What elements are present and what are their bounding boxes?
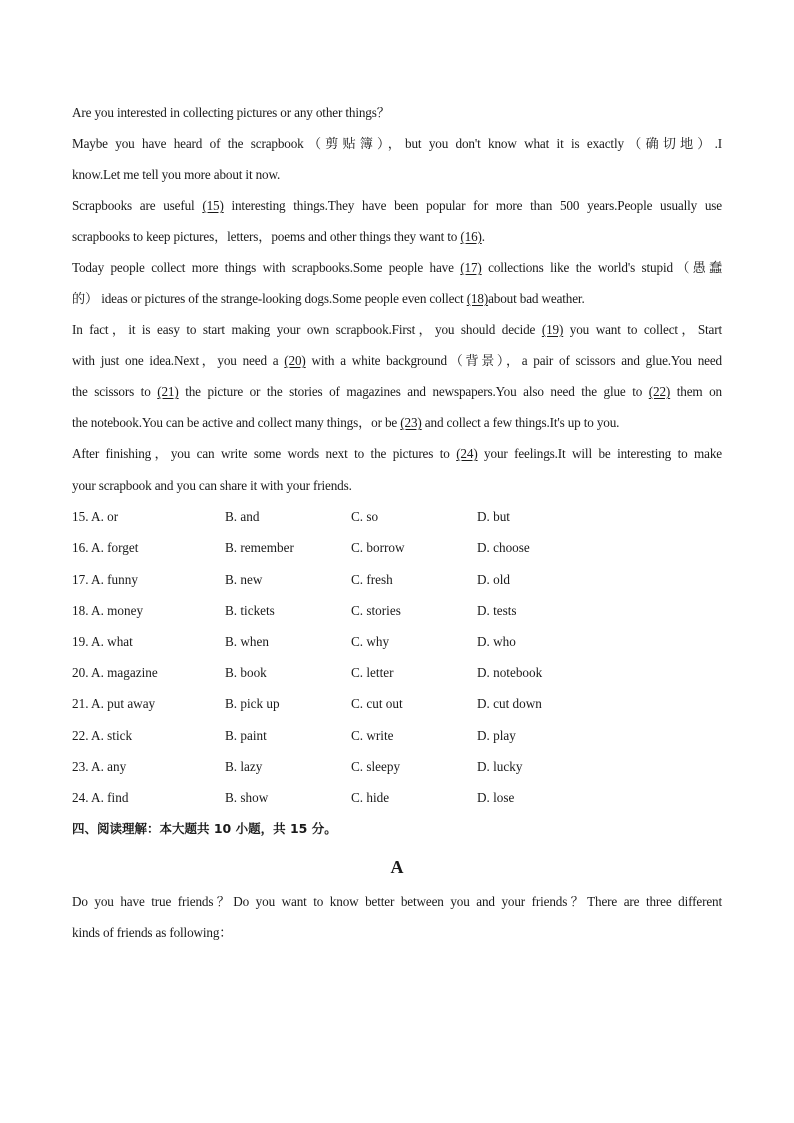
question-row-20 [72, 664, 722, 682]
passage-line-9 [72, 352, 722, 370]
passage-text: In fact，it is easy to start making your own scrapbook.First，you should decide [72, 322, 542, 337]
blank-20: (20) [284, 353, 306, 368]
option-b: B. new [225, 572, 263, 587]
blank-21: (21) [157, 384, 179, 399]
passage-text: collections like the world's stupid（愚蠢 [481, 260, 722, 275]
option-a: 21. A. put away [72, 696, 156, 711]
option-b: B. remember [225, 540, 294, 555]
passage-text: . [481, 229, 485, 244]
option-b: B. when [225, 634, 269, 649]
passage-line-8 [72, 321, 722, 339]
passage-line-2 [72, 135, 722, 153]
passage-line-12 [72, 445, 722, 463]
passage-text: Do you have true friends？Do you want to know better between you and your friends？There are three different [72, 894, 722, 909]
blank-22: (22) [648, 384, 671, 399]
blank-18: (18) [466, 291, 489, 306]
passage-text: the notebook.You can be active and collect many things，or be [72, 415, 401, 430]
option-c: C. stories [351, 603, 401, 618]
option-d: D. notebook [477, 665, 543, 680]
question-row-18 [72, 602, 722, 620]
passage-text: scrapbooks to keep pictures，letters，poems and other things they want to [72, 229, 461, 244]
passage-text: After finishing，you can write some words next to the pictures to [72, 446, 457, 461]
option-d: D. choose [477, 540, 530, 555]
passage-text: Are you interested in collecting pictures or any other things？ [72, 105, 390, 120]
passage-text: with a white background（背景），a pair of scissors and glue.You need [305, 353, 722, 368]
option-a: 19. A. what [72, 634, 133, 649]
passage-text: kinds of friends as following： [72, 925, 233, 940]
passage-text: the scissors to [72, 384, 158, 399]
passage-line-7 [72, 290, 722, 308]
option-a: 16. A. forget [72, 540, 139, 555]
passage-line-6 [72, 259, 722, 277]
option-c: C. why [351, 634, 390, 649]
blank-16: (16) [460, 229, 482, 244]
blank-17: (17) [460, 260, 482, 275]
option-d: D. but [477, 509, 510, 524]
option-d: D. lucky [477, 759, 523, 774]
option-d: D. tests [477, 603, 517, 618]
question-row-16 [72, 539, 722, 557]
option-a: 18. A. money [72, 603, 144, 618]
question-row-19 [72, 633, 722, 651]
option-c: C. cut out [351, 696, 403, 711]
passage-text: the picture or the stories of magazines and newspapers.You also need the glue to [178, 384, 649, 399]
passage-line-11 [72, 414, 722, 432]
option-c: C. fresh [351, 572, 393, 587]
blank-15: (15) [202, 198, 224, 213]
passage-a-line-1 [72, 893, 722, 911]
passage-text: Today people collect more things with scrapbooks.Some people have [72, 260, 461, 275]
passage-text: Maybe you have heard of the scrapbook（剪贴簿），but you don't know what it is exactly（确切地）.I [72, 136, 722, 151]
question-row-21 [72, 695, 722, 713]
option-a: 23. A. any [72, 759, 127, 774]
section-heading: 四、阅读理解：本大题共 10 小题，共 15 分。 [72, 821, 337, 836]
passage-text: about bad weather. [488, 291, 585, 306]
passage-text: your scrapbook and you can share it with your friends. [72, 478, 352, 493]
option-b: B. book [225, 665, 267, 680]
option-b: B. show [225, 790, 269, 805]
option-a: 24. A. find [72, 790, 129, 805]
passage-line-13 [72, 477, 722, 495]
question-row-22 [72, 727, 722, 745]
option-c: C. borrow [351, 540, 405, 555]
option-b: B. paint [225, 728, 267, 743]
question-row-15 [72, 508, 722, 526]
option-a: 15. A. or [72, 509, 119, 524]
passage-line-3 [72, 166, 722, 184]
passage-text: Scrapbooks are useful [72, 198, 203, 213]
option-d: D. lose [477, 790, 515, 805]
passage-text: with just one idea.Next，you need a [72, 353, 285, 368]
blank-19: (19) [541, 322, 564, 337]
option-a: 17. A. funny [72, 572, 138, 587]
option-b: B. tickets [225, 603, 275, 618]
blank-23: (23) [400, 415, 422, 430]
option-b: B. lazy [225, 759, 263, 774]
option-d: D. play [477, 728, 516, 743]
passage-line-5 [72, 228, 722, 246]
option-a: 20. A. magazine [72, 665, 158, 680]
question-row-23 [72, 758, 722, 776]
option-c: C. sleepy [351, 759, 401, 774]
option-c: C. write [351, 728, 394, 743]
option-d: D. cut down [477, 696, 542, 711]
passage-text: you want to collect，Start [563, 322, 722, 337]
passage-a-line-2 [72, 924, 722, 942]
passage-text: 的） ideas or pictures of the strange-looking dogs.Some people even collect [72, 291, 467, 306]
passage-text: and collect a few things.It's up to you. [421, 415, 620, 430]
option-d: D. who [477, 634, 516, 649]
option-b: B. and [225, 509, 260, 524]
option-c: C. so [351, 509, 379, 524]
option-b: B. pick up [225, 696, 280, 711]
passage-text: interesting things.They have been popular for more than 500 years.People usually use [223, 198, 722, 213]
option-c: C. letter [351, 665, 394, 680]
passage-line-4 [72, 197, 722, 215]
question-row-24 [72, 789, 722, 807]
option-c: C. hide [351, 790, 390, 805]
option-a: 22. A. stick [72, 728, 133, 743]
passage-line-10 [72, 383, 722, 401]
option-d: D. old [477, 572, 510, 587]
blank-24: (24) [456, 446, 478, 461]
passage-line-1 [72, 104, 722, 122]
passage-title-letter: A [390, 857, 404, 877]
question-row-17 [72, 571, 722, 589]
passage-text: your feelings.It will be interesting to make [477, 446, 722, 461]
passage-text: them on [670, 384, 722, 399]
passage-text: know.Let me tell you more about it now. [72, 167, 281, 182]
